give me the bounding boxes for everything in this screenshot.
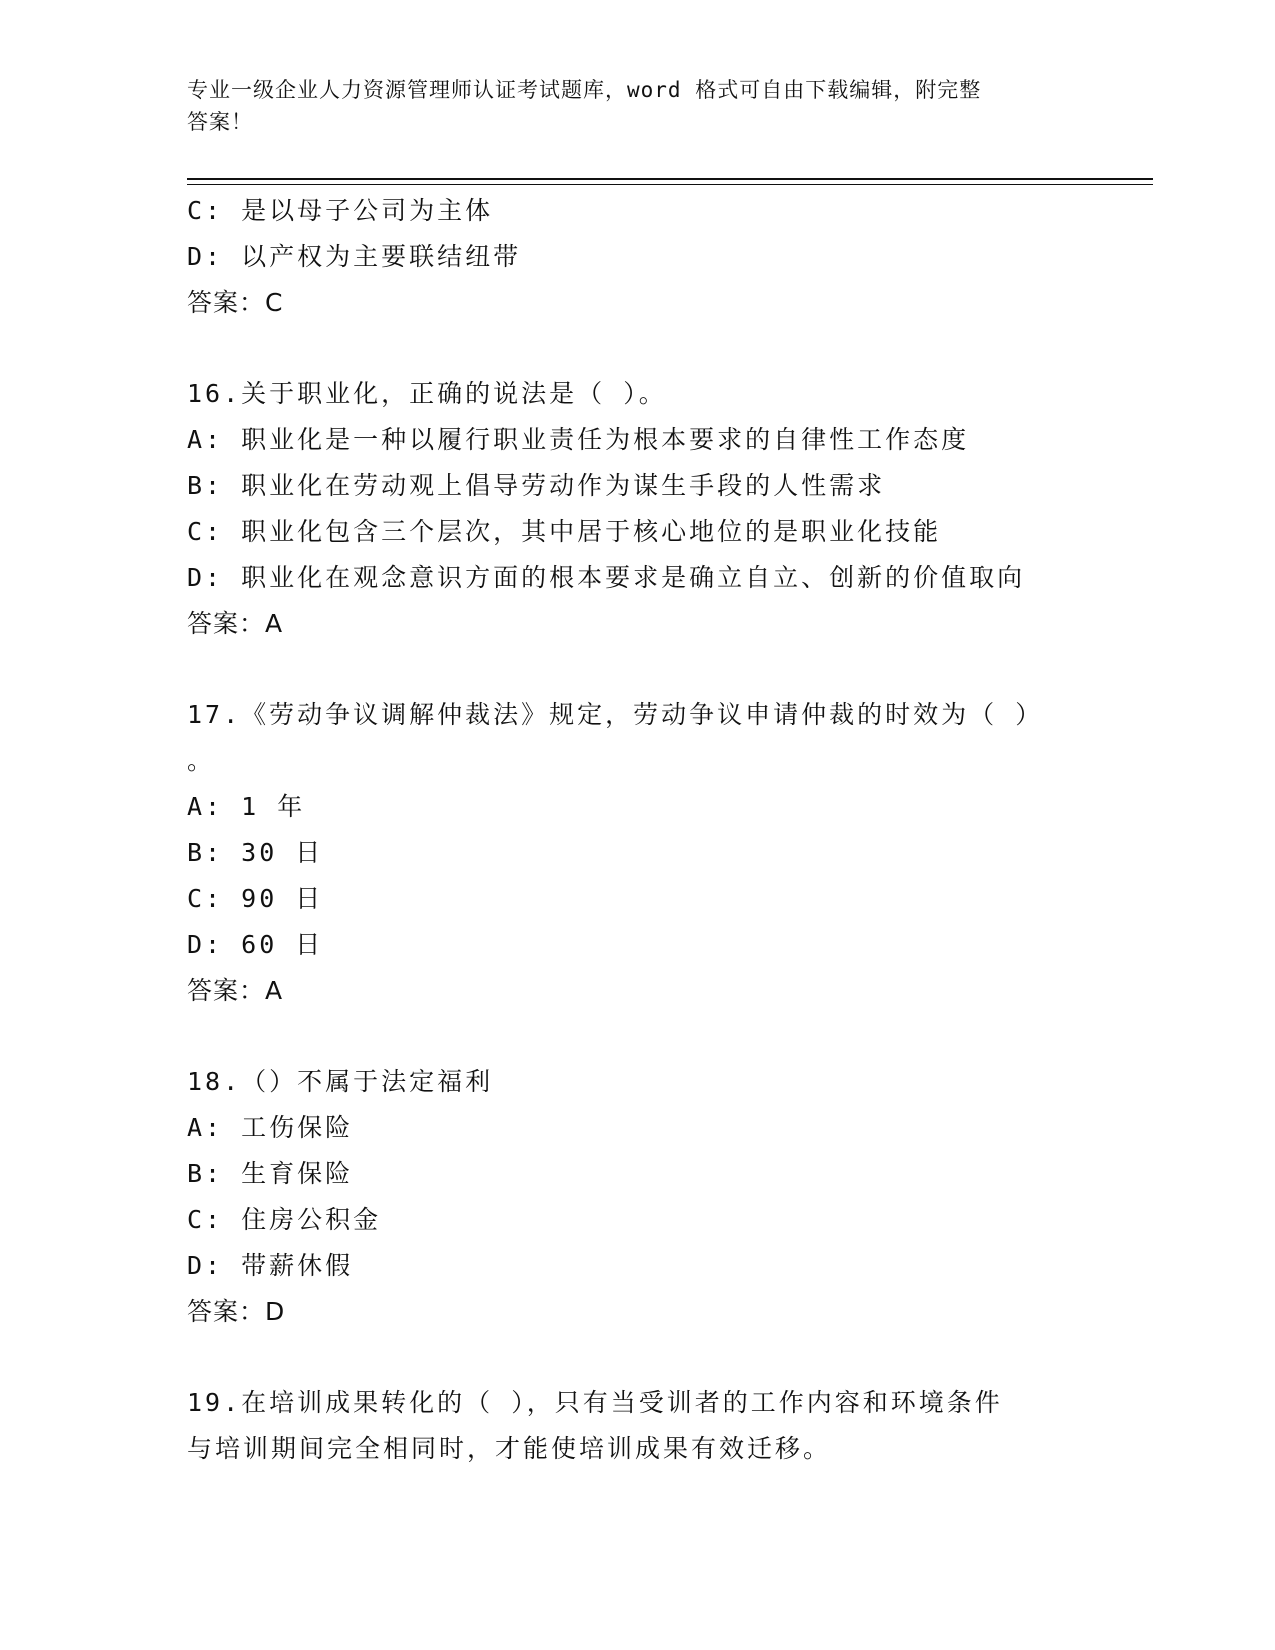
question-block-19 — [187, 1380, 1127, 1472]
option-d: D: 以产权为主要联结纽带 — [187, 242, 522, 271]
option-d: D: 带薪休假 — [187, 1251, 354, 1280]
question-stem: 17.《劳动争议调解仲裁法》规定，劳动争议申请仲裁的时效为（ ） — [187, 700, 1044, 729]
question-list — [187, 188, 1127, 1472]
answer-line: 答案：D — [187, 1297, 286, 1326]
answer-line: 答案：C — [187, 288, 284, 317]
option-d: D: 60 日 — [187, 930, 324, 959]
option-a: A: 职业化是一种以履行职业责任为根本要求的自律性工作态度 — [187, 425, 970, 454]
question-block-15 — [187, 188, 1127, 326]
header-title-line-2: 答案！ — [187, 110, 253, 134]
question-stem: 19.在培训成果转化的（ ），只有当受训者的工作内容和环境条件 — [187, 1388, 1003, 1417]
question-block-18 — [187, 1059, 1127, 1335]
question-block-16 — [187, 371, 1127, 647]
option-b: B: 生育保险 — [187, 1159, 354, 1188]
question-block-17 — [187, 692, 1127, 1014]
option-a: A: 工伤保险 — [187, 1113, 354, 1142]
option-c: C: 是以母子公司为主体 — [187, 196, 494, 225]
option-d: D: 职业化在观念意识方面的根本要求是确立自立、创新的价值取向 — [187, 563, 1026, 592]
option-c: C: 职业化包含三个层次，其中居于核心地位的是职业化技能 — [187, 517, 942, 546]
question-stem: 18.（）不属于法定福利 — [187, 1067, 494, 1096]
spacer — [187, 1335, 1127, 1380]
answer-line: 答案：A — [187, 609, 284, 638]
spacer — [187, 1014, 1127, 1059]
spacer — [187, 647, 1127, 692]
option-c: C: 90 日 — [187, 884, 324, 913]
option-a: A: 1 年 — [187, 792, 306, 821]
header-title-line-1: 专业一级企业人力资源管理师认证考试题库，word 格式可自由下载编辑，附完整 — [187, 78, 982, 102]
option-b: B: 职业化在劳动观上倡导劳动作为谋生手段的人性需求 — [187, 471, 886, 500]
spacer — [187, 326, 1127, 371]
option-b: B: 30 日 — [187, 838, 324, 867]
header-rule-thick — [187, 178, 1153, 180]
question-stem: 16.关于职业化，正确的说法是（ ）。 — [187, 379, 667, 408]
option-c: C: 住房公积金 — [187, 1205, 382, 1234]
question-stem-continued: 。 — [187, 746, 216, 775]
answer-line: 答案：A — [187, 976, 284, 1005]
document-header — [187, 74, 1067, 138]
question-stem-continued: 与培训期间完全相同时，才能使培训成果有效迁移。 — [187, 1434, 832, 1463]
header-rule-thin — [187, 184, 1153, 185]
